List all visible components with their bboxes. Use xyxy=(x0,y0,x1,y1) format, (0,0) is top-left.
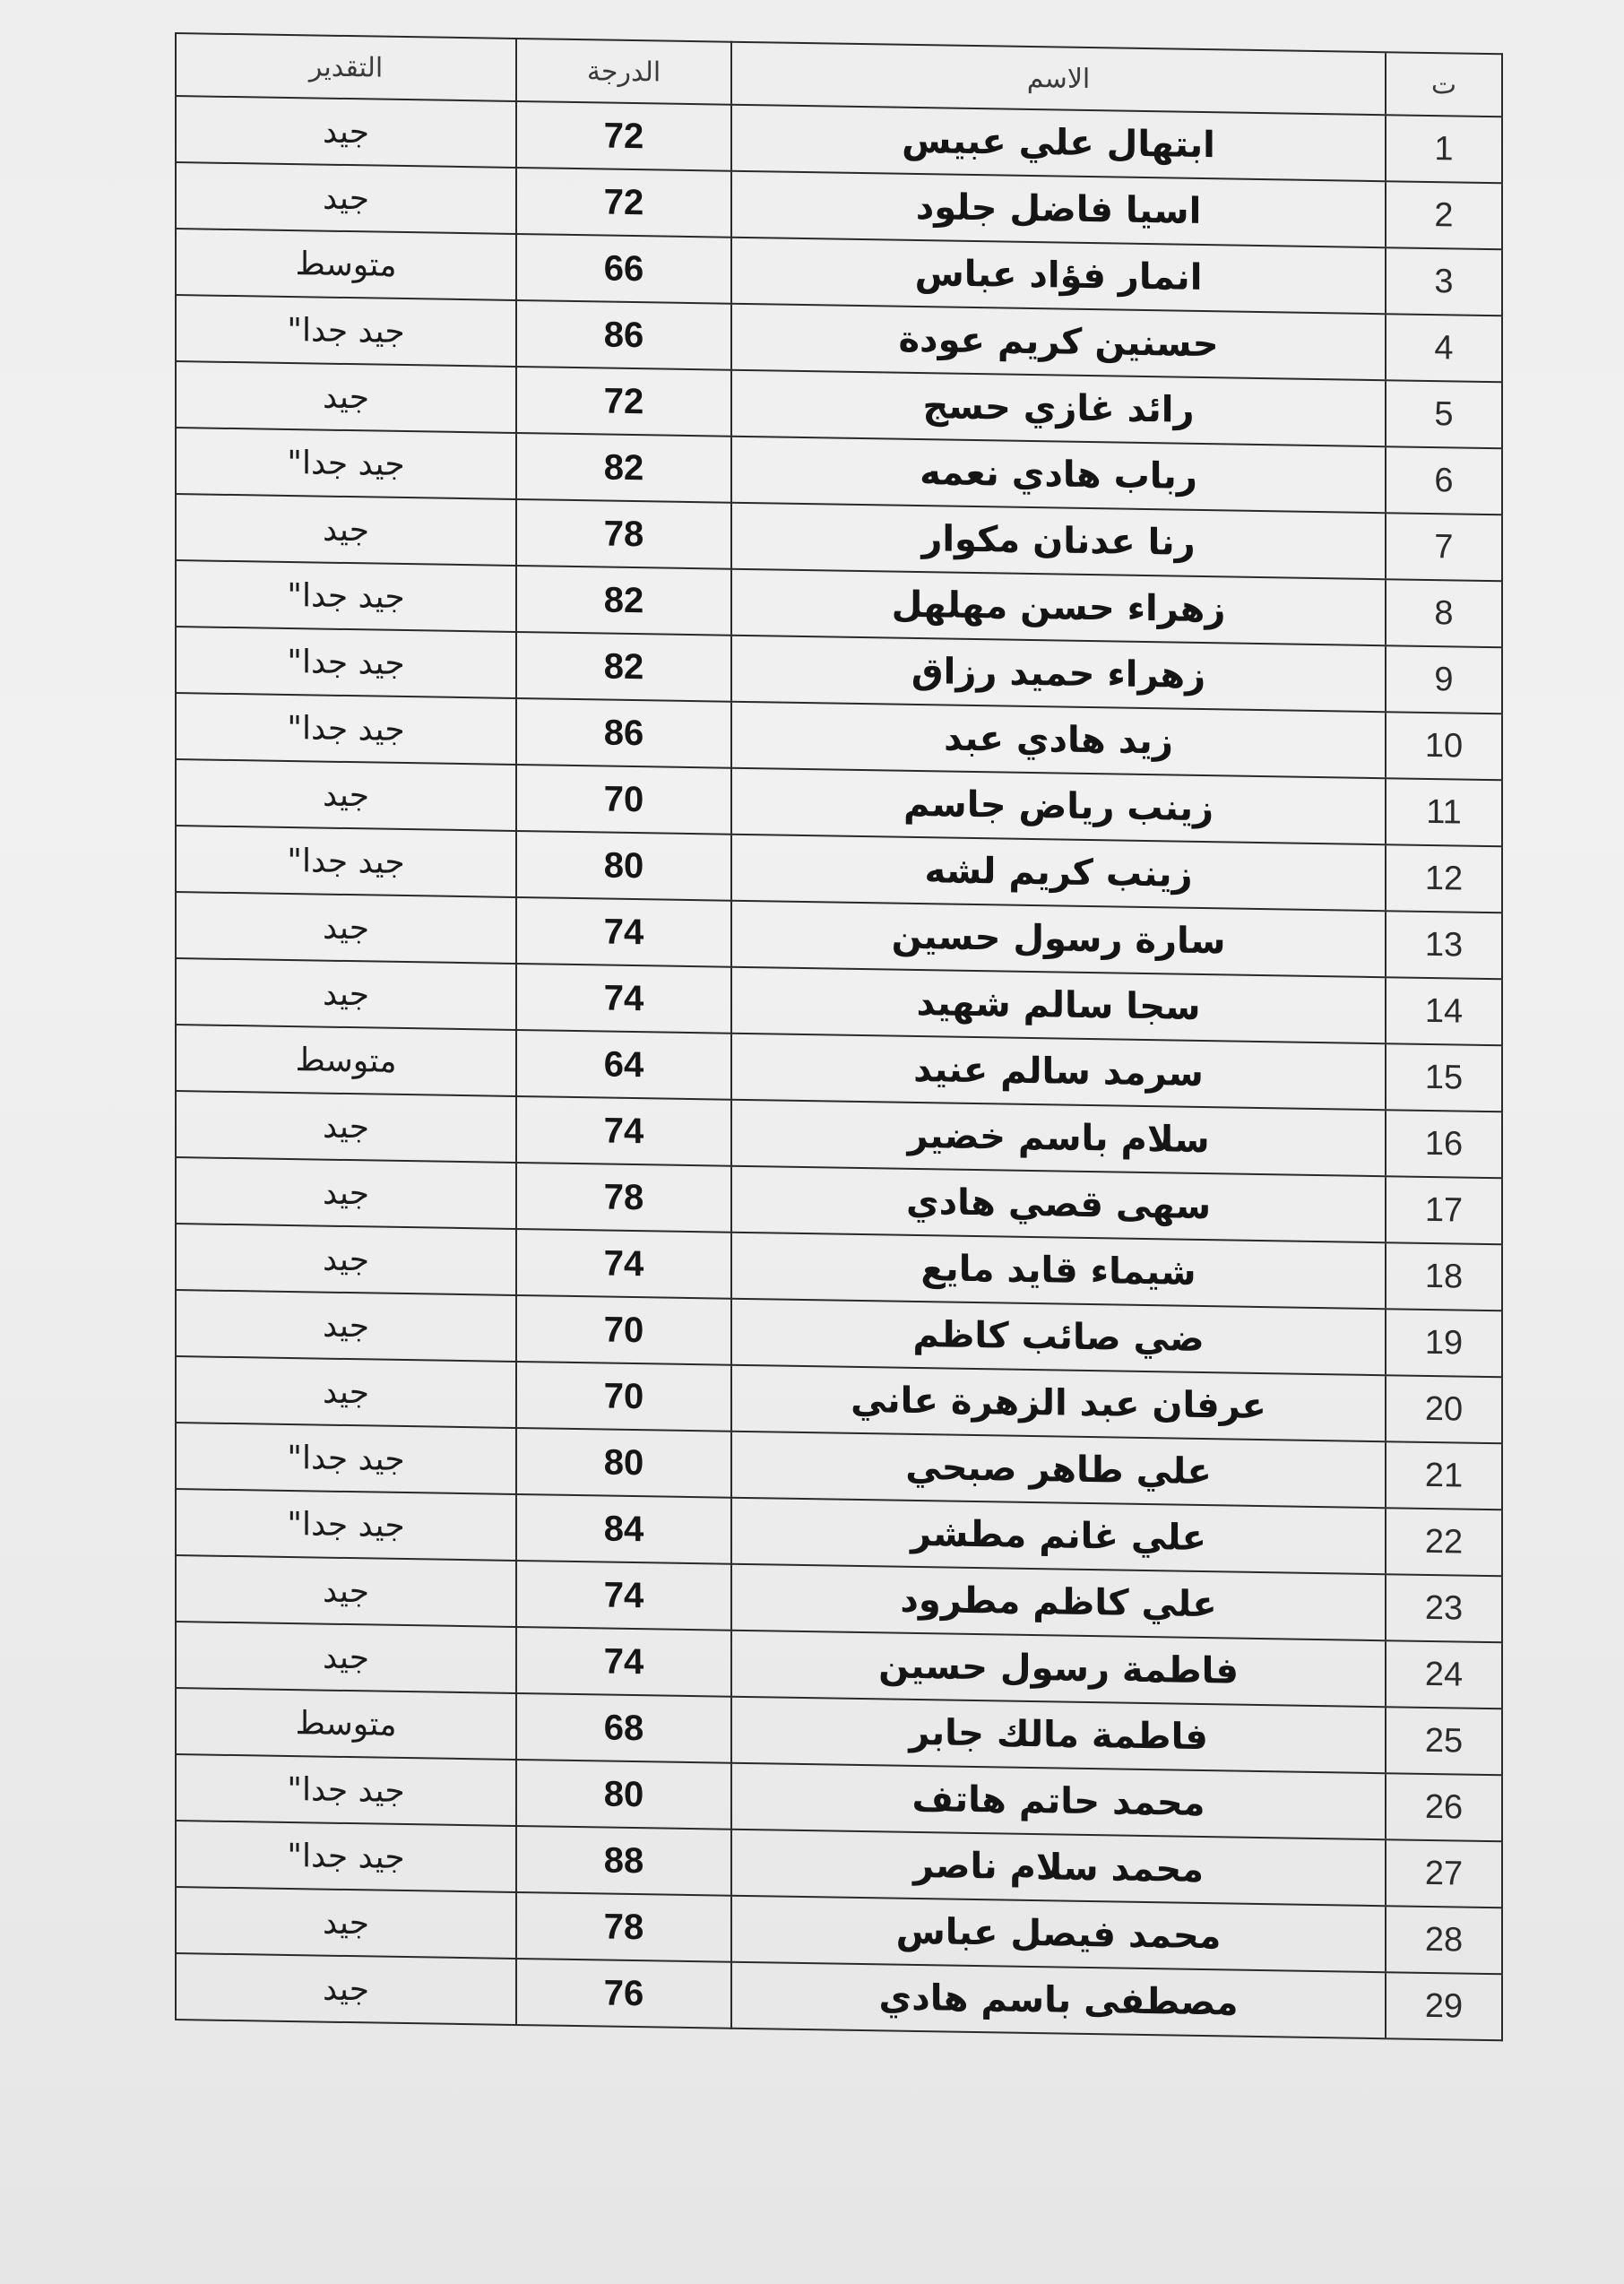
student-name: شيماء قايد مايع xyxy=(731,1233,1386,1309)
student-score: 68 xyxy=(516,1693,731,1763)
student-score: 86 xyxy=(516,698,731,768)
student-grade: جيد جدا" xyxy=(176,560,516,632)
row-index: 23 xyxy=(1386,1574,1502,1642)
row-index: 22 xyxy=(1386,1508,1502,1576)
student-name: حسنين كريم عودة xyxy=(731,304,1386,380)
student-grade: جيد جدا" xyxy=(176,1821,516,1892)
student-grade: جيد جدا" xyxy=(176,826,516,897)
grades-table xyxy=(175,32,1503,2041)
student-score: 74 xyxy=(516,1229,731,1299)
row-index: 11 xyxy=(1386,778,1502,846)
student-score: 74 xyxy=(516,964,731,1034)
student-grade: جيد جدا" xyxy=(176,1423,516,1494)
student-score: 70 xyxy=(516,1362,731,1432)
student-score: 82 xyxy=(516,566,731,636)
student-name: انمار فؤاد عباس xyxy=(731,238,1386,314)
row-index: 4 xyxy=(1386,314,1502,382)
header-score: الدرجة xyxy=(516,39,731,105)
student-grade: جيد xyxy=(176,1953,516,2025)
student-grade: جيد xyxy=(176,494,516,566)
student-score: 78 xyxy=(516,499,731,569)
student-grade: متوسط xyxy=(176,229,516,300)
row-index: 8 xyxy=(1386,579,1502,647)
student-grade: جيد xyxy=(176,958,516,1030)
student-grade: جيد xyxy=(176,96,516,168)
student-name: رباب هادي نعمه xyxy=(731,437,1386,513)
student-name: زيد هادي عبد xyxy=(731,702,1386,778)
student-grade: متوسط xyxy=(176,1025,516,1096)
row-index: 3 xyxy=(1386,247,1502,316)
student-name: ابتهال علي عبيس xyxy=(731,105,1386,181)
student-name: زهراء حميد رزاق xyxy=(731,636,1386,712)
student-name: مصطفى باسم هادي xyxy=(731,1962,1386,2038)
header-grade: التقدير xyxy=(176,33,516,101)
row-index: 24 xyxy=(1386,1640,1502,1709)
student-name: رنا عدنان مكوار xyxy=(731,503,1386,579)
student-name: سارة رسول حسين xyxy=(731,901,1386,977)
student-grade: جيد xyxy=(176,1622,516,1693)
student-score: 70 xyxy=(516,765,731,835)
student-score: 70 xyxy=(516,1295,731,1365)
student-grade: جيد xyxy=(176,1157,516,1229)
student-score: 86 xyxy=(516,300,731,370)
student-name: سهى قصي هادي xyxy=(731,1166,1386,1242)
student-score: 78 xyxy=(516,1163,731,1233)
row-index: 12 xyxy=(1386,844,1502,913)
student-grade: جيد جدا" xyxy=(176,693,516,765)
student-grade: متوسط xyxy=(176,1688,516,1760)
row-index: 29 xyxy=(1386,1972,1502,2040)
student-name: سجا سالم شهيد xyxy=(731,967,1386,1043)
row-index: 10 xyxy=(1386,712,1502,780)
student-name: علي كاظم مطرود xyxy=(731,1564,1386,1640)
student-score: 82 xyxy=(516,433,731,503)
row-index: 17 xyxy=(1386,1176,1502,1244)
student-score: 78 xyxy=(516,1892,731,1962)
row-index: 19 xyxy=(1386,1309,1502,1377)
student-score: 80 xyxy=(516,1760,731,1830)
student-name: زهراء حسن مهلهل xyxy=(731,569,1386,645)
student-grade: جيد xyxy=(176,892,516,964)
row-index: 21 xyxy=(1386,1441,1502,1510)
student-name: فاطمة رسول حسين xyxy=(731,1631,1386,1707)
row-index: 15 xyxy=(1386,1043,1502,1112)
row-index: 20 xyxy=(1386,1375,1502,1443)
student-grade: جيد جدا" xyxy=(176,1754,516,1826)
student-score: 74 xyxy=(516,1627,731,1697)
student-name: عرفان عبد الزهرة عاني xyxy=(731,1365,1386,1441)
student-score: 82 xyxy=(516,632,731,702)
student-name: ضي صائب كاظم xyxy=(731,1299,1386,1375)
student-score: 72 xyxy=(516,367,731,437)
student-grade: جيد xyxy=(176,361,516,433)
student-name: زينب رياض جاسم xyxy=(731,768,1386,844)
student-score: 74 xyxy=(516,1096,731,1166)
student-name: سرمد سالم عنيد xyxy=(731,1034,1386,1110)
student-score: 80 xyxy=(516,1428,731,1498)
student-grade: جيد xyxy=(176,162,516,234)
student-grade: جيد xyxy=(176,1887,516,1959)
student-name: فاطمة مالك جابر xyxy=(731,1697,1386,1773)
row-index: 6 xyxy=(1386,446,1502,515)
grades-sheet xyxy=(175,32,1501,2041)
row-index: 25 xyxy=(1386,1707,1502,1775)
row-index: 18 xyxy=(1386,1242,1502,1311)
student-name: علي غانم مطشر xyxy=(731,1498,1386,1574)
student-score: 72 xyxy=(516,168,731,238)
student-grade: جيد xyxy=(176,1555,516,1627)
student-grade: جيد xyxy=(176,1290,516,1362)
student-grade: جيد xyxy=(176,1091,516,1163)
student-name: رائد غازي حسج xyxy=(731,370,1386,446)
student-grade: جيد جدا" xyxy=(176,1489,516,1561)
student-score: 76 xyxy=(516,1959,731,2029)
student-name: سلام باسم خضير xyxy=(731,1100,1386,1176)
row-index: 9 xyxy=(1386,645,1502,714)
student-score: 74 xyxy=(516,1561,731,1631)
student-name: اسيا فاضل جلود xyxy=(731,171,1386,247)
row-index: 13 xyxy=(1386,911,1502,979)
row-index: 5 xyxy=(1386,380,1502,448)
student-score: 66 xyxy=(516,234,731,304)
student-name: محمد سلام ناصر xyxy=(731,1830,1386,1906)
student-score: 80 xyxy=(516,831,731,901)
row-index: 26 xyxy=(1386,1773,1502,1841)
student-name: علي طاهر صبحي xyxy=(731,1432,1386,1508)
student-score: 88 xyxy=(516,1826,731,1896)
student-name: محمد فيصل عباس xyxy=(731,1896,1386,1972)
row-index: 7 xyxy=(1386,513,1502,581)
row-index: 27 xyxy=(1386,1839,1502,1908)
student-score: 84 xyxy=(516,1494,731,1564)
student-grade: جيد xyxy=(176,1356,516,1428)
row-index: 1 xyxy=(1386,115,1502,183)
header-name: الاسم xyxy=(731,42,1386,115)
row-index: 14 xyxy=(1386,977,1502,1045)
table-body xyxy=(176,96,1502,2040)
student-score: 74 xyxy=(516,897,731,967)
row-index: 2 xyxy=(1386,181,1502,249)
student-grade: جيد جدا" xyxy=(176,428,516,499)
student-name: زينب كريم لشه xyxy=(731,835,1386,911)
header-index: ت xyxy=(1386,52,1502,117)
row-index: 28 xyxy=(1386,1906,1502,1974)
student-score: 72 xyxy=(516,101,731,171)
student-score: 64 xyxy=(516,1030,731,1100)
row-index: 16 xyxy=(1386,1110,1502,1178)
student-name: محمد حاتم هاتف xyxy=(731,1763,1386,1839)
student-grade: جيد xyxy=(176,1224,516,1295)
student-grade: جيد xyxy=(176,759,516,831)
student-grade: جيد جدا" xyxy=(176,295,516,367)
student-grade: جيد جدا" xyxy=(176,627,516,698)
